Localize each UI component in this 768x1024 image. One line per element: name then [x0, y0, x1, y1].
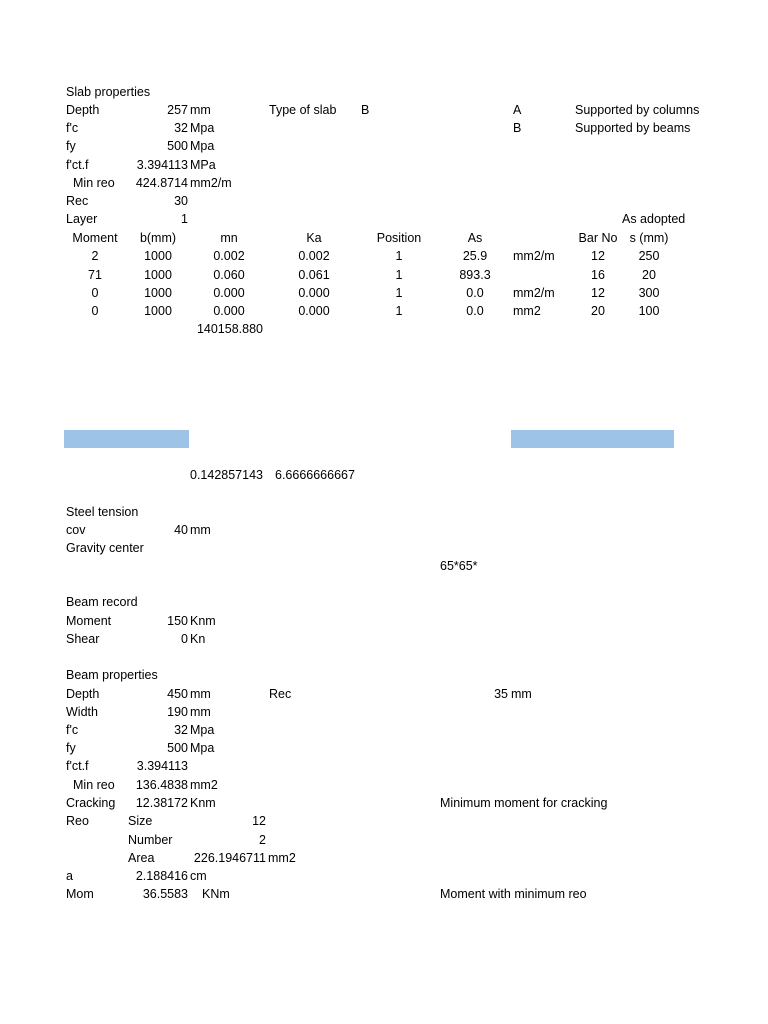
beam-reo-number-value: 2 — [259, 833, 266, 847]
table-cell: 1000 — [144, 268, 172, 282]
beam-fctf-value: 3.394113 — [136, 759, 188, 773]
table-cell: 100 — [638, 304, 660, 318]
table-cell: 1 — [395, 286, 403, 300]
beam-fc-value: 32 — [174, 723, 188, 737]
table-cell: 0.002 — [298, 249, 330, 263]
beam-cracking-unit: Knm — [190, 796, 216, 810]
beam-a-value: 2.188416 — [135, 869, 188, 883]
steel-header: Steel tension — [66, 505, 139, 519]
slab-fc-value: 32 — [174, 121, 188, 135]
slab-fctf-value: 3.394113 — [136, 158, 188, 172]
beam-record-shear-unit: Kn — [190, 632, 206, 646]
slab-fctf-label: f'ct.f — [66, 158, 89, 172]
legend-key-a: A — [513, 103, 522, 117]
beam-fc-unit: Mpa — [190, 723, 215, 737]
table-cell: 1000 — [144, 286, 172, 300]
column-header: Bar No — [578, 231, 618, 245]
table-cell: 0.000 — [298, 286, 330, 300]
table-cell: 25.9 — [462, 249, 488, 263]
slab-fy-label: fy — [66, 139, 76, 153]
table-cell: 12 — [591, 249, 605, 263]
table-cell: 1 — [395, 268, 403, 282]
table-cell: 0.0 — [466, 304, 484, 318]
as-adopted-label: As adopted — [622, 212, 686, 226]
beam-rec-unit: mm — [511, 687, 532, 701]
slab-type-label: Type of slab — [269, 103, 337, 117]
beam-cracking-value: 12.38172 — [135, 796, 188, 810]
slab-fctf-unit: MPa — [190, 158, 216, 172]
slab-fy-unit: Mpa — [190, 139, 215, 153]
table-cell: mm2/m — [513, 249, 555, 263]
slab-header: Slab properties — [66, 85, 151, 99]
table-cell: 2 — [91, 249, 99, 263]
slab-fc-label: f'c — [66, 121, 79, 135]
beam-fy-label: fy — [66, 741, 76, 755]
beam-cracking-note: Minimum moment for cracking — [440, 796, 608, 810]
beam-record-moment-value: 150 — [167, 614, 188, 628]
column-header: s (mm) — [629, 231, 669, 245]
table-cell: 893.3 — [459, 268, 491, 282]
beam-reo-area-unit: mm2 — [268, 851, 296, 865]
column-header: mn — [220, 231, 238, 245]
table-cell: 16 — [591, 268, 605, 282]
beam-reo-size-value: 12 — [252, 814, 266, 828]
slab-minreo-value: 424.8714 — [135, 176, 188, 190]
table-cell: 0 — [91, 286, 99, 300]
beam-record-shear-label: Shear — [66, 632, 100, 646]
steel-cov-unit: mm — [190, 523, 211, 537]
steel-cov-value: 40 — [174, 523, 188, 537]
beam-record-header: Beam record — [66, 595, 138, 609]
slab-minreo-unit: mm2/m — [190, 176, 232, 190]
table-cell: 0 — [91, 304, 99, 318]
beam-fctf-label: f'ct.f — [66, 759, 89, 773]
table-cell: 0.060 — [213, 268, 245, 282]
beam-a-unit: cm — [190, 869, 207, 883]
slab-layer-label: Layer — [66, 212, 98, 226]
beam-depth-unit: mm — [190, 687, 211, 701]
beam-rec-value: 35 — [494, 687, 508, 701]
slab-fy-value: 500 — [167, 139, 188, 153]
table-cell: 1 — [395, 304, 403, 318]
beam-width-unit: mm — [190, 705, 211, 719]
table-cell: 1 — [395, 249, 403, 263]
slab-fc-unit: Mpa — [190, 121, 215, 135]
beam-fy-value: 500 — [167, 741, 188, 755]
legend-text-b: Supported by beams — [575, 121, 691, 135]
beam-mom-value: 36.5583 — [142, 887, 188, 901]
beam-fy-unit: Mpa — [190, 741, 215, 755]
table-cell: 20 — [642, 268, 656, 282]
beam-depth-value: 450 — [167, 687, 188, 701]
beam-cracking-label: Cracking — [66, 796, 116, 810]
table-cell: 0.000 — [298, 304, 330, 318]
column-header: b(mm) — [139, 231, 177, 245]
beam-minreo-label: Min reo — [73, 778, 115, 792]
table-cell: 0.002 — [213, 249, 245, 263]
table-cell: 0.000 — [213, 304, 245, 318]
beam-mom-note: Moment with minimum reo — [440, 887, 587, 901]
column-header: Ka — [306, 231, 322, 245]
beam-minreo-value: 136.4838 — [135, 778, 188, 792]
beam-record-moment-unit: Knm — [190, 614, 216, 628]
legend-text-a: Supported by columns — [575, 103, 700, 117]
beam-header: Beam properties — [66, 668, 158, 682]
beam-record-moment-label: Moment — [66, 614, 112, 628]
beam-reo-number-label: Number — [128, 833, 173, 847]
ratio-a: 0.142857143 — [190, 468, 263, 482]
gravity-center-label: Gravity center — [66, 541, 144, 555]
table-cell: 0.000 — [213, 286, 245, 300]
beam-reo-size-label: Size — [128, 814, 153, 828]
table-cell: 1000 — [144, 249, 172, 263]
beam-fc-label: f'c — [66, 723, 79, 737]
beam-reo-area-value: 226.1946711 — [193, 851, 266, 865]
highlight-band-right — [511, 430, 674, 448]
column-header: Moment — [72, 231, 118, 245]
beam-mom-label: Mom — [66, 887, 94, 901]
table-cell: 1000 — [144, 304, 172, 318]
table-cell: 250 — [638, 249, 660, 263]
slab-rec-label: Rec — [66, 194, 89, 208]
slab-total: 140158.880 — [196, 322, 263, 336]
beam-reo-label: Reo — [66, 814, 89, 828]
beam-a-label: a — [66, 869, 73, 883]
beam-depth-label: Depth — [66, 687, 100, 701]
table-cell: 0.0 — [466, 286, 484, 300]
slab-depth-value: 257 — [167, 103, 188, 117]
legend-key-b: B — [513, 121, 522, 135]
slab-rec-value: 30 — [174, 194, 188, 208]
slab-depth-unit: mm — [190, 103, 211, 117]
steel-cov-label: cov — [66, 523, 86, 537]
table-cell: mm2 — [513, 304, 541, 318]
column-header: Position — [376, 231, 422, 245]
column-header: As — [467, 231, 483, 245]
beam-reo-area-label: Area — [128, 851, 155, 865]
slab-minreo-label: Min reo — [73, 176, 115, 190]
table-cell: mm2/m — [513, 286, 555, 300]
beam-rec-label: Rec — [269, 687, 292, 701]
ratio-b: 6.6666666667 — [275, 468, 355, 482]
beam-minreo-unit: mm2 — [190, 778, 218, 792]
beam-record-shear-value: 0 — [181, 632, 188, 646]
beam-width-value: 190 — [167, 705, 188, 719]
beam-width-label: Width — [66, 705, 98, 719]
table-cell: 71 — [88, 268, 102, 282]
highlight-band-left — [64, 430, 189, 448]
slab-layer-value: 1 — [181, 212, 188, 226]
gravity-note: 65*65* — [440, 559, 478, 573]
table-cell: 12 — [591, 286, 605, 300]
slab-type-value: B — [361, 103, 370, 117]
table-cell: 300 — [638, 286, 660, 300]
table-cell: 20 — [591, 304, 605, 318]
slab-depth-label: Depth — [66, 103, 100, 117]
beam-mom-unit: KNm — [202, 887, 230, 901]
table-cell: 0.061 — [298, 268, 330, 282]
